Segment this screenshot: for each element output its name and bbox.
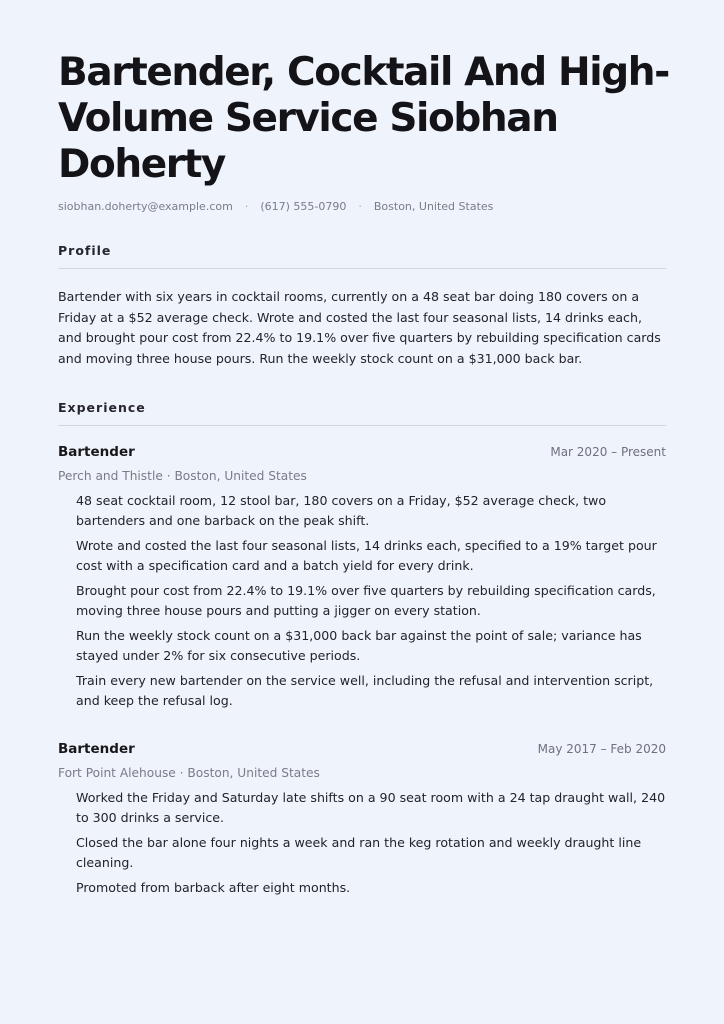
profile-heading: Profile — [58, 243, 112, 258]
job-bullet: Closed the bar alone four nights a week and ran the keg rotation and weekly draught line cleaning. — [76, 835, 642, 870]
job-entry — [58, 444, 666, 716]
job-bullet: Worked the Friday and Saturday late shifts on a 90 seat room with a 24 tap draught wall, 240 to 300 drinks a service. — [76, 790, 666, 825]
job-header — [58, 741, 666, 763]
contact-separator: · — [358, 200, 362, 213]
job-entry — [58, 741, 666, 903]
job-bullet: Wrote and costed the last four seasonal lists, 14 drinks each, specified to a 19% target pour cost with a specification card and a batch yield for every drink. — [76, 538, 657, 573]
experience-divider — [58, 425, 666, 426]
job-dates: May 2017 – Feb 2020 — [537, 742, 666, 756]
contact-location: Boston, United States — [373, 200, 494, 213]
job-bullet: Train every new bartender on the service well, including the refusal and intervention script, and keep the refusal log. — [76, 673, 654, 708]
contact-phone[interactable]: (617) 555-0790 — [260, 200, 347, 213]
candidate-name: Bartender, Cocktail And High-Volume Service Siobhan Doherty — [58, 50, 669, 187]
job-header — [58, 444, 666, 466]
profile-divider — [58, 268, 666, 269]
job-bullets — [58, 788, 666, 898]
job-bullets — [58, 491, 666, 711]
job-employer: Fort Point Alehouse · Boston, United States — [58, 766, 320, 780]
contact-email[interactable]: siobhan.doherty@example.com — [58, 200, 233, 213]
job-bullet: Brought pour cost from 22.4% to 19.1% over five quarters by rebuilding specification cards, moving three house pours and putting a jigger on every station. — [76, 583, 656, 618]
job-employer: Perch and Thistle · Boston, United States — [58, 469, 307, 483]
experience-heading: Experience — [58, 400, 146, 415]
resume-header — [58, 50, 678, 213]
contact-separator: · — [244, 200, 249, 213]
contact-line — [58, 200, 678, 213]
job-title: Bartender — [58, 444, 135, 460]
job-title: Bartender — [58, 741, 135, 757]
job-dates: Mar 2020 – Present — [550, 445, 666, 459]
job-bullet: Promoted from barback after eight months. — [76, 880, 351, 895]
profile-summary: Bartender with six years in cocktail rooms, currently on a 48 seat bar doing 180 covers on a Friday at a $52 average check. Wrote and costed the last four seasonal lists, 14 drinks each, and brought pour cost from 22.4% to 19.1% over five quarters by rebuilding specification cards and moving three house pours. Run the weekly stock count on a $31,000 back bar. — [58, 289, 661, 366]
job-bullet: Run the weekly stock count on a $31,000 back bar against the point of sale; variance has stayed under 2% for six consecutive periods. — [76, 628, 642, 663]
job-bullet: 48 seat cocktail room, 12 stool bar, 180 covers on a Friday, $52 average check, two bartenders and one barback on the peak shift. — [76, 493, 607, 528]
